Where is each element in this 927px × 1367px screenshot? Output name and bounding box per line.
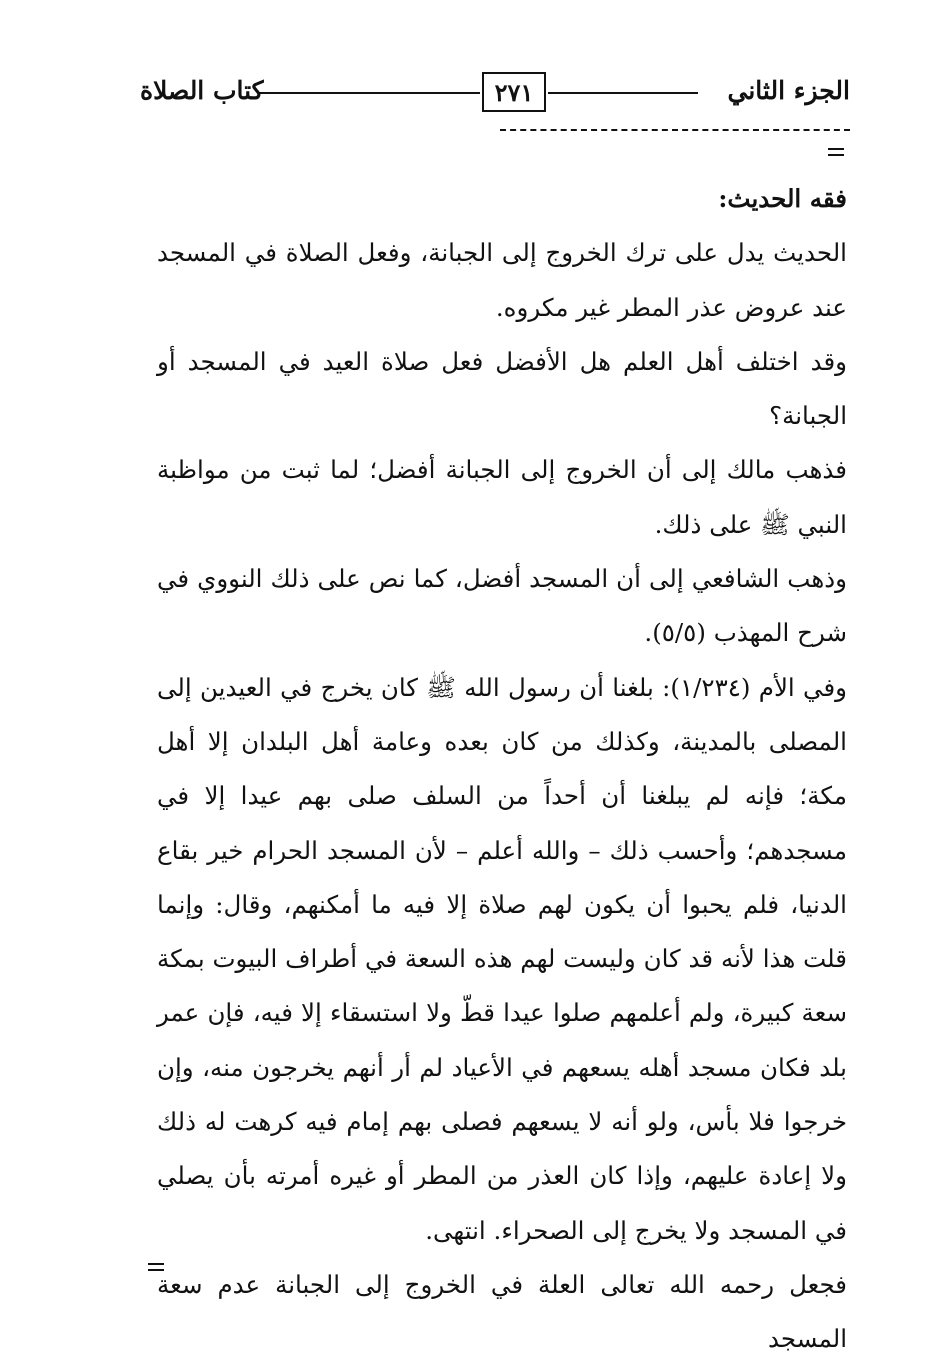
footnote-separator — [500, 129, 850, 131]
paragraph: فذهب مالك إلى أن الخروج إلى الجبانة أفضل؛ لما ثبت من مواظبة النبي ﷺ على ذلك. — [157, 455, 847, 539]
paragraph: فجعل رحمه الله تعالى العلة في الخروج إلى الجبانة عدم سعة المسجد — [157, 1269, 847, 1354]
section-title: فقه الحديث: — [718, 184, 847, 213]
page-number: ٢٧١ — [482, 72, 546, 112]
continuation-mark-top — [828, 148, 844, 156]
running-header — [140, 72, 850, 116]
paragraph: وفي الأم (١/٢٣٤): بلغنا أن رسول الله ﷺ كان يخرج في العيدين إلى المصلى بالمدينة، وكذلك من كان بعده وعامة أهل البلدان إلا أهل مكة؛ فإنه لم يبلغنا أن أحداً من السلف صلى بهم عيدا إلا في مسجدهم؛ وأحسب ذلك – والله أعلم – لأن المسجد الحرام خير بقاع الدنيا، فلم يحبوا أن يكون لهم صلاة إلا فيه ما أمكنهم، وقال: وإنما قلت هذا لأنه قد كان وليست لهم هذه السعة في أطراف البيوت بمكة سعة كبيرة، ولم أعلمهم صلوا عيدا قطّ ولا استسقاء إلا فيه، فإن عمر بلد فكان مسجد أهله يسعهم في الأعياد لم أر أنهم يخرجون منه، وإن خرجوا فلا بأس، ولو أنه لا يسعهم فصلى بهم إمام فيه كرهت له ذلك ولا إعادة عليهم، وإذا كان العذر من المطر أو غيره أمرته بأن يصلي في المسجد ولا يخرج إلى الصحراء. انتهى. — [157, 672, 847, 1245]
part-label: الجزء الثاني — [727, 76, 850, 105]
header-rule-left — [258, 92, 480, 94]
paragraph: وذهب الشافعي إلى أن المسجد أفضل، كما نص على ذلك النووي في شرح المهذب (٥/٥). — [157, 564, 847, 648]
main-text — [157, 172, 847, 1367]
header-rule-right — [548, 92, 698, 94]
paragraph: وقد اختلف أهل العلم هل الأفضل فعل صلاة العيد في المسجد أو الجبانة؟ — [157, 346, 847, 431]
continuation-mark-bottom — [148, 1263, 164, 1271]
paragraph: الحديث يدل على ترك الخروج إلى الجبانة، وفعل الصلاة في المسجد عند عروض عذر المطر غير مكروه. — [157, 238, 847, 322]
book-label: كتاب الصلاة — [140, 76, 264, 105]
